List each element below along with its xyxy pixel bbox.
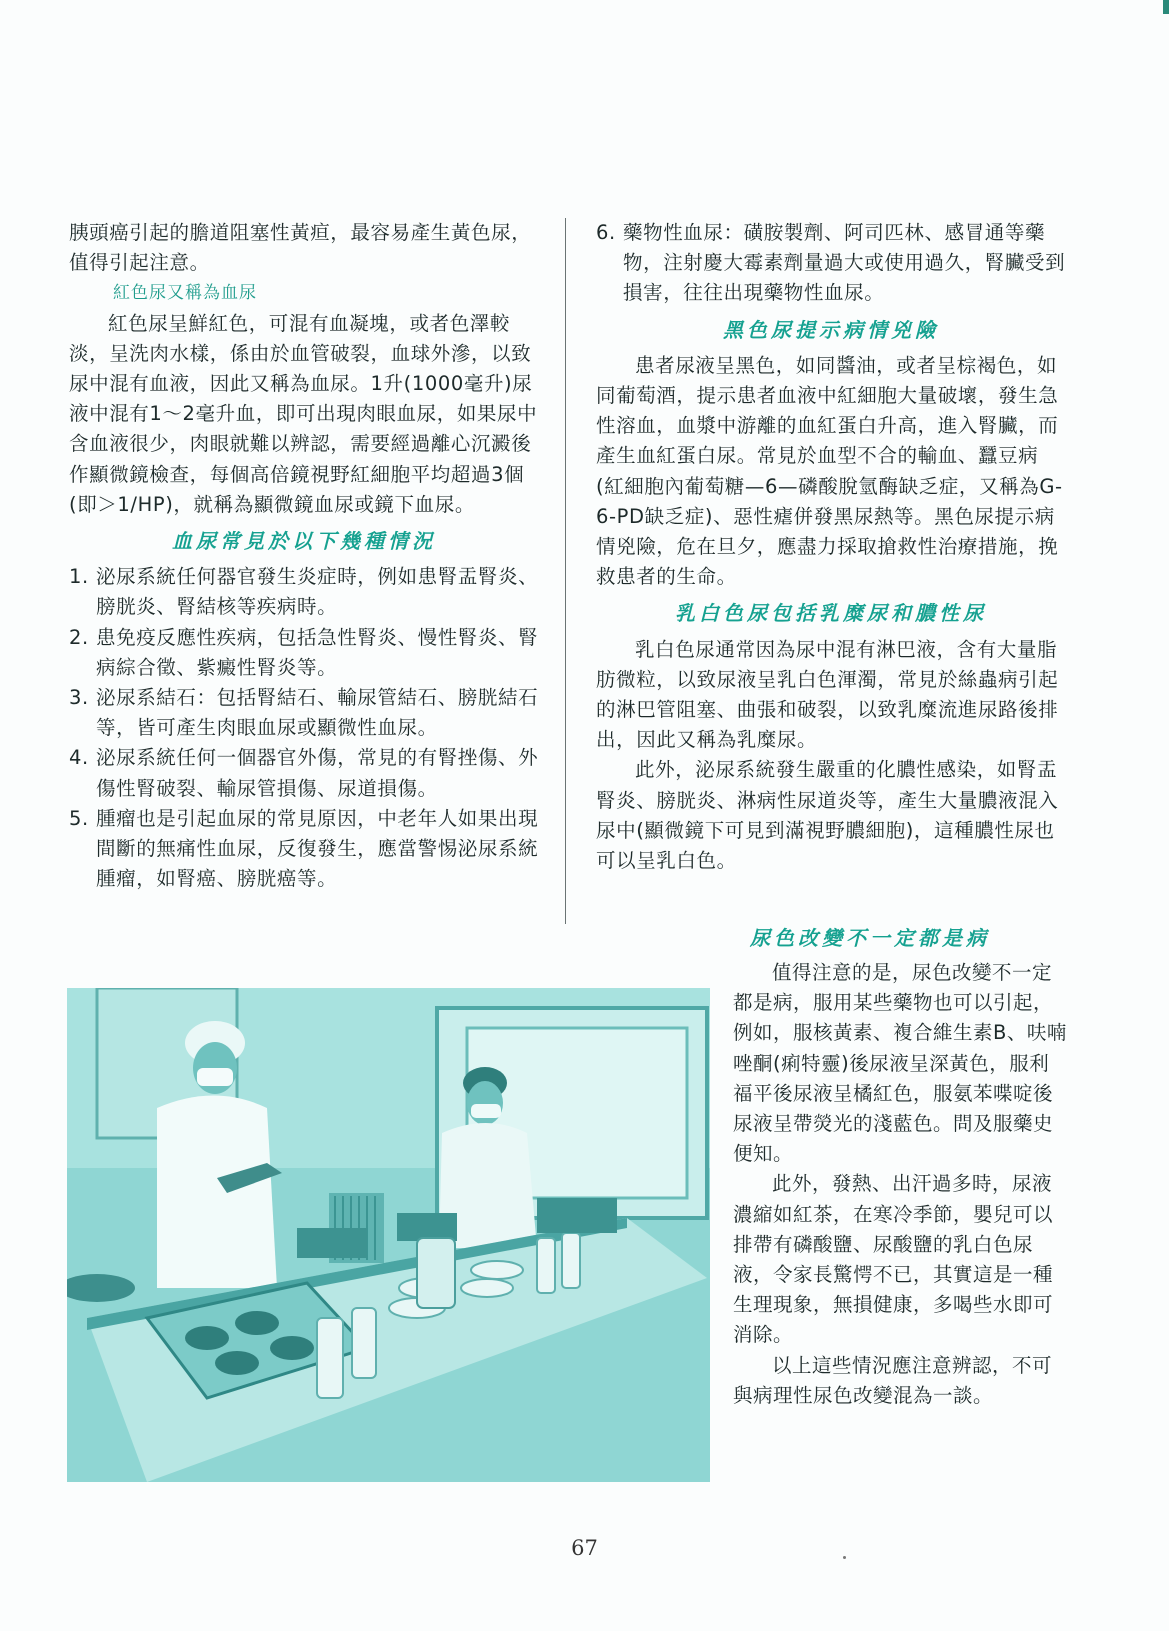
column-divider: [565, 218, 566, 924]
list-item: [69, 743, 539, 803]
list-number: 3.: [69, 686, 89, 710]
not-always-disease-paragraph-3: 以上這些情況應注意辨認，不可與病理性尿色改變混為一談。: [733, 1353, 1053, 1407]
milky-urine-paragraph-2: 此外，泌尿系統發生嚴重的化膿性感染，如腎盂腎炎、膀胱炎、淋病性尿道炎等，產生大量膿液混入尿中(顯微鏡下可見到滿視野膿細胞)，這種膿性尿也可以呈乳白色。: [596, 758, 1059, 873]
list-text: 患免疫反應性疾病，包括急性腎炎、慢性腎炎、腎病綜合徵、紫癜性腎炎等。: [96, 625, 539, 679]
list-text: 泌尿系統任何器官發生炎症時，例如患腎盂腎炎、膀胱炎、腎結核等疾病時。: [96, 565, 539, 619]
list-item: [69, 623, 539, 683]
list-text: 藥物性血尿：磺胺製劑、阿司匹林、感冒通等藥物，注射慶大霉素劑量過大或使用過久，腎臟受到損害，往往出現藥物性血尿。: [623, 221, 1066, 305]
list-number: 6.: [596, 221, 616, 244]
laboratory-photo-illustration: [67, 988, 710, 1482]
not-always-disease-paragraph-2: 此外，發熱、出汗過多時，尿液濃縮如紅茶，在寒冷季節，嬰兒可以排帶有磷酸鹽、尿酸鹽的乳白色尿液，令家長驚愕不已，其實這是一種生理現象，無損健康，多喝些水即可消除。: [733, 1172, 1054, 1347]
list-item: [596, 218, 1066, 309]
laboratory-photo: [67, 988, 710, 1482]
not-always-disease-heading: 尿色改變不一定都是病: [750, 926, 990, 950]
page-number: 67: [571, 1536, 598, 1560]
not-always-disease-paragraph-1: 值得注意的是，尿色改變不一定都是病，服用某些藥物也可以引起，例如，服核黃素、複合維生素B、呋喃唑酮(痢特靈)後尿液呈深黃色，服利福平後尿液呈橘紅色，服氨苯喋啶後尿液呈帶熒光的淺藍色。問及服藥史便知。: [733, 961, 1067, 1166]
left-column: [69, 218, 539, 894]
list-text: 泌尿系結石：包括腎結石、輸尿管結石、膀胱結石等，皆可產生肉眼血尿或顯微性血尿。: [96, 686, 539, 740]
lower-right-text: [733, 958, 1067, 1411]
list-item: [69, 804, 539, 895]
hematuria-causes-heading: 血尿常見於以下幾種情況: [172, 529, 436, 554]
black-urine-heading: 黑色尿提示病情兇險: [723, 317, 939, 342]
list-text: 泌尿系統任何一個器官外傷，常見的有腎挫傷、外傷性腎破裂、輸尿管損傷、尿道損傷。: [96, 746, 539, 800]
list-number: 5.: [69, 806, 89, 830]
milky-urine-heading: 乳白色尿包括乳糜尿和膿性尿: [675, 601, 987, 626]
milky-urine-paragraph-1: 乳白色尿通常因為尿中混有淋巴液，含有大量脂肪微粒，以致尿液呈乳白色渾濁，常見於絲蟲病引起的淋巴管阻塞、曲張和破裂，以致乳糜流進尿路後排出，因此又稱為乳糜尿。: [596, 637, 1059, 752]
list-number: 1.: [69, 565, 89, 589]
list-number: 2.: [69, 625, 89, 649]
intro-paragraph: 胰頭癌引起的膽道阻塞性黃疸，最容易產生黃色尿，值得引起注意。: [69, 221, 532, 275]
hematuria-causes-list-continued: [596, 218, 1066, 309]
right-column: [596, 218, 1066, 876]
list-item: [69, 562, 539, 622]
list-item: [69, 683, 539, 743]
red-urine-heading: 紅色尿又稱為血尿: [113, 283, 257, 304]
page-edge-mark: [1163, 0, 1169, 14]
scan-speck: [843, 1556, 846, 1559]
hematuria-causes-list: [69, 562, 539, 894]
list-text: 腫瘤也是引起血尿的常見原因，中老年人如果出現間斷的無痛性血尿，反復發生，應當警惕泌尿系統腫瘤，如腎癌、膀胱癌等。: [96, 806, 539, 891]
list-number: 4.: [69, 746, 89, 770]
red-urine-paragraph: 紅色尿呈鮮紅色，可混有血凝塊，或者色澤較淡，呈洗肉水樣，係由於血管破裂，血球外滲，以致尿中混有血液，因此又稱為血尿。1升(1000毫升)尿液中混有1～2毫升血，即可出現肉眼血尿，如果尿中含血液很少，肉眼就難以辨認，需要經過離心沉澱後作顯微鏡檢查，每個高倍鏡視野紅細胞平均超過3個(即＞1/HP)，就稱為顯微鏡血尿或鏡下血尿。: [69, 311, 538, 516]
black-urine-paragraph: 患者尿液呈黑色，如同醬油，或者呈棕褐色，如同葡萄酒，提示患者血液中紅細胞大量破壞，發生急性溶血，血漿中游離的血紅蛋白升高，進入腎臟，而產生血紅蛋白尿。常見於血型不合的輸血、蠶豆病(紅細胞內葡萄糖—6—磷酸脫氫酶缺乏症，又稱為G-6-PD缺乏症)、惡性瘧併發黑尿熱等。黑色尿提示病情兇險，危在旦夕，應盡力採取搶救性治療措施，挽救患者的生命。: [596, 353, 1063, 589]
